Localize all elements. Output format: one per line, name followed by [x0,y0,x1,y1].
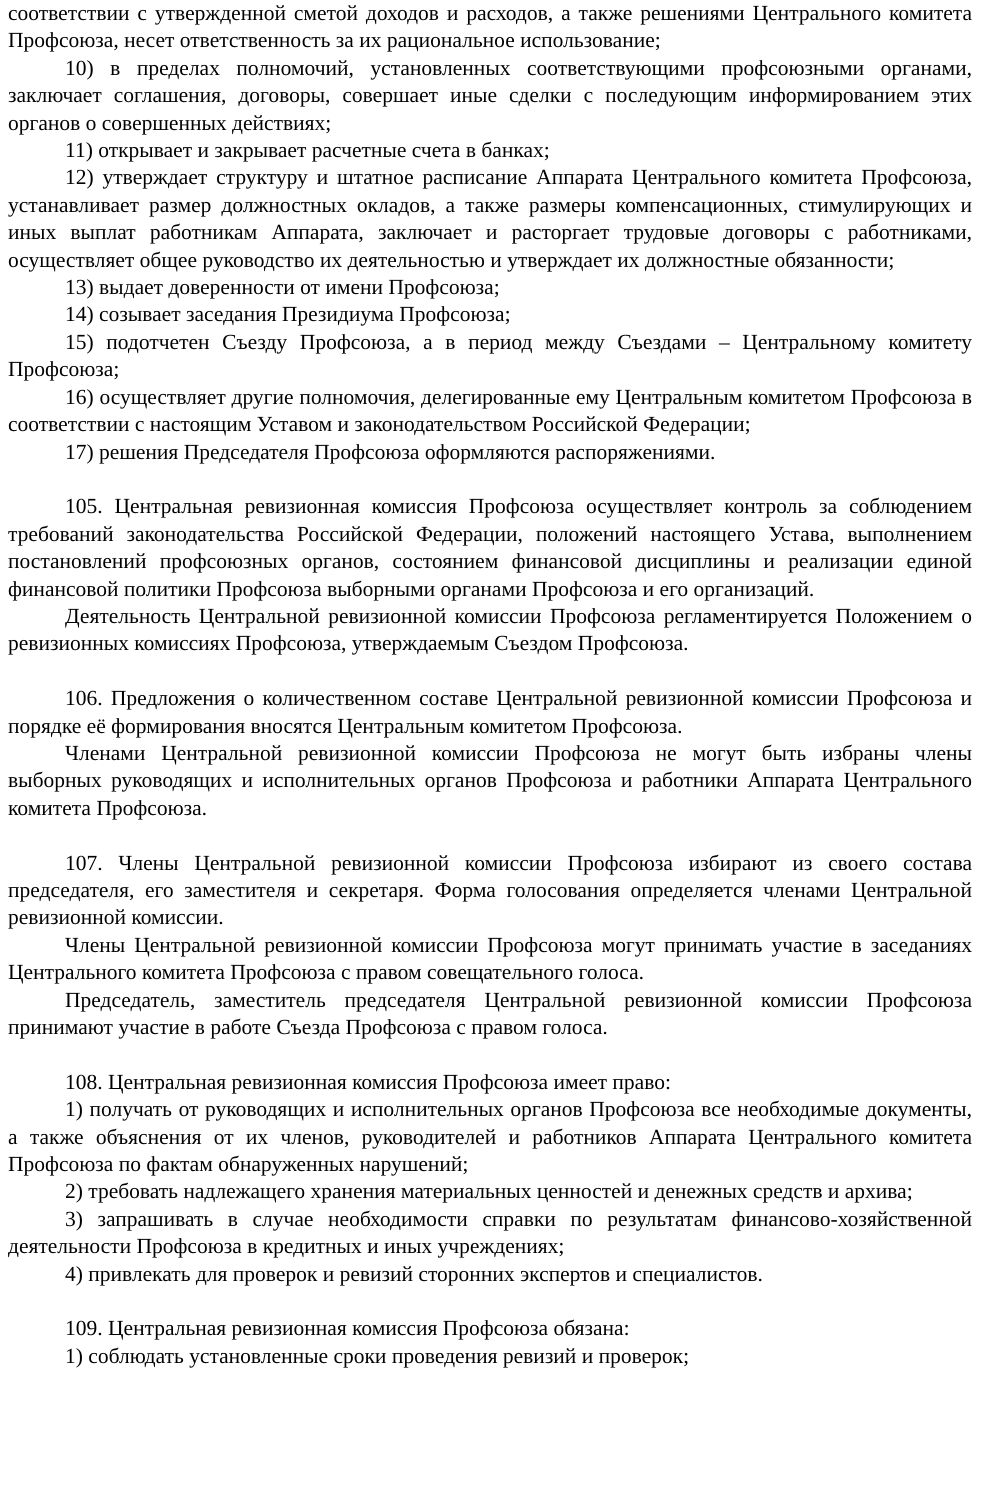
item-14: 14) созывает заседания Президиума Профсоюза; [65,302,511,327]
clause-107: 107. Члены Центральной ревизионной комиссии Профсоюза избирают из своего состава председателя, его заместителя и секретаря. Форма голосования определяется членами Центральной ревизионной комиссии. [8,850,972,930]
clause-109-item-1: 1) соблюдать установленные сроки проведения ревизий и проверок; [65,1343,690,1368]
item-16: 16) осуществляет другие полномочия, делегированные ему Центральным комитетом Профсоюза в соответствии с настоящим Уставом и законодательством Российской Федерации; [8,384,972,437]
clause-109: 109. Центральная ревизионная комиссия Профсоюза обязана: [65,1316,630,1341]
clause-108-item-2: 2) требовать надлежащего хранения материальных ценностей и денежных средств и архива; [65,1179,913,1204]
clause-106-paragraph-2: Членами Центральной ревизионной комиссии Профсоюза не могут быть избраны члены выборных руководящих и исполнительных органов Профсоюза и работники Аппарата Центрального комитета Профсоюза. [8,740,972,820]
clause-105: 105. Центральная ревизионная комиссия Профсоюза осуществляет контроль за соблюдением требований законодательства Российской Федерации, положений настоящего Устава, выполнением постановлений профсоюзных органов, состоянием финансовой дисциплины и реализации единой финансовой политики Профсоюза выборными органами Профсоюза и его организаций. [8,494,972,601]
item-11: 11) открывает и закрывает расчетные счета в банках; [65,138,550,163]
document-page [8,0,972,1370]
clause-105-paragraph-2: Деятельность Центральной ревизионной комиссии Профсоюза регламентируется Положением о ревизионных комиссиях Профсоюза, утверждаемым Съездом Профсоюза. [8,603,972,656]
item-15: 15) подотчетен Съезду Профсоюза, а в период между Съездами – Центральному комитету Профсоюза; [8,329,972,382]
clause-108-item-4: 4) привлекать для проверок и ревизий сторонних экспертов и специалистов. [65,1261,763,1286]
paragraph-continuation: соответствии с утвержденной сметой доходов и расходов, а также решениями Центрального комитета Профсоюза, несет ответственность за их рациональное использование; [8,1,972,53]
item-13: 13) выдает доверенности от имени Профсоюза; [65,275,500,300]
item-17: 17) решения Председателя Профсоюза оформляются распоряжениями. [65,439,716,464]
clause-107-paragraph-3: Председатель, заместитель председателя Центральной ревизионной комиссии Профсоюза принимают участие в работе Съезда Профсоюза с правом голоса. [8,987,972,1039]
clause-108-item-1: 1) получать от руководящих и исполнительных органов Профсоюза все необходимые документы, а также объяснения от их членов, руководителей и работников Аппарата Центрального комитета Профсоюза по фактам обнаруженных нарушений; [8,1097,972,1176]
item-12: 12) утверждает структуру и штатное расписание Аппарата Центрального комитета Профсоюза, устанавливает размер должностных окладов, а также размеры компенсационных, стимулирующих и иных выплат работникам Аппарата, заключает и расторгает трудовые договоры с работниками, осуществляет общее руководство их деятельностью и утверждает их должностные обязанности; [8,165,972,272]
clause-108-item-3: 3) запрашивать в случае необходимости справки по результатам финансово-хозяйственной деятельности Профсоюза в кредитных и иных учреждениях; [8,1206,972,1259]
clause-108: 108. Центральная ревизионная комиссия Профсоюза имеет право: [65,1069,671,1094]
item-10: 10) в пределах полномочий, установленных соответствующими профсоюзными органами, заключает соглашения, договоры, совершает иные сделки с последующим информированием этих органов о совершенных действиях; [8,55,972,135]
clause-107-paragraph-2: Члены Центральной ревизионной комиссии Профсоюза могут принимать участие в заседаниях Центрального комитета Профсоюза с правом совещательного голоса. [8,932,972,985]
clause-106: 106. Предложения о количественном составе Центральной ревизионной комиссии Профсоюза и порядке её формирования вносятся Центральным комитетом Профсоюза. [8,686,972,738]
